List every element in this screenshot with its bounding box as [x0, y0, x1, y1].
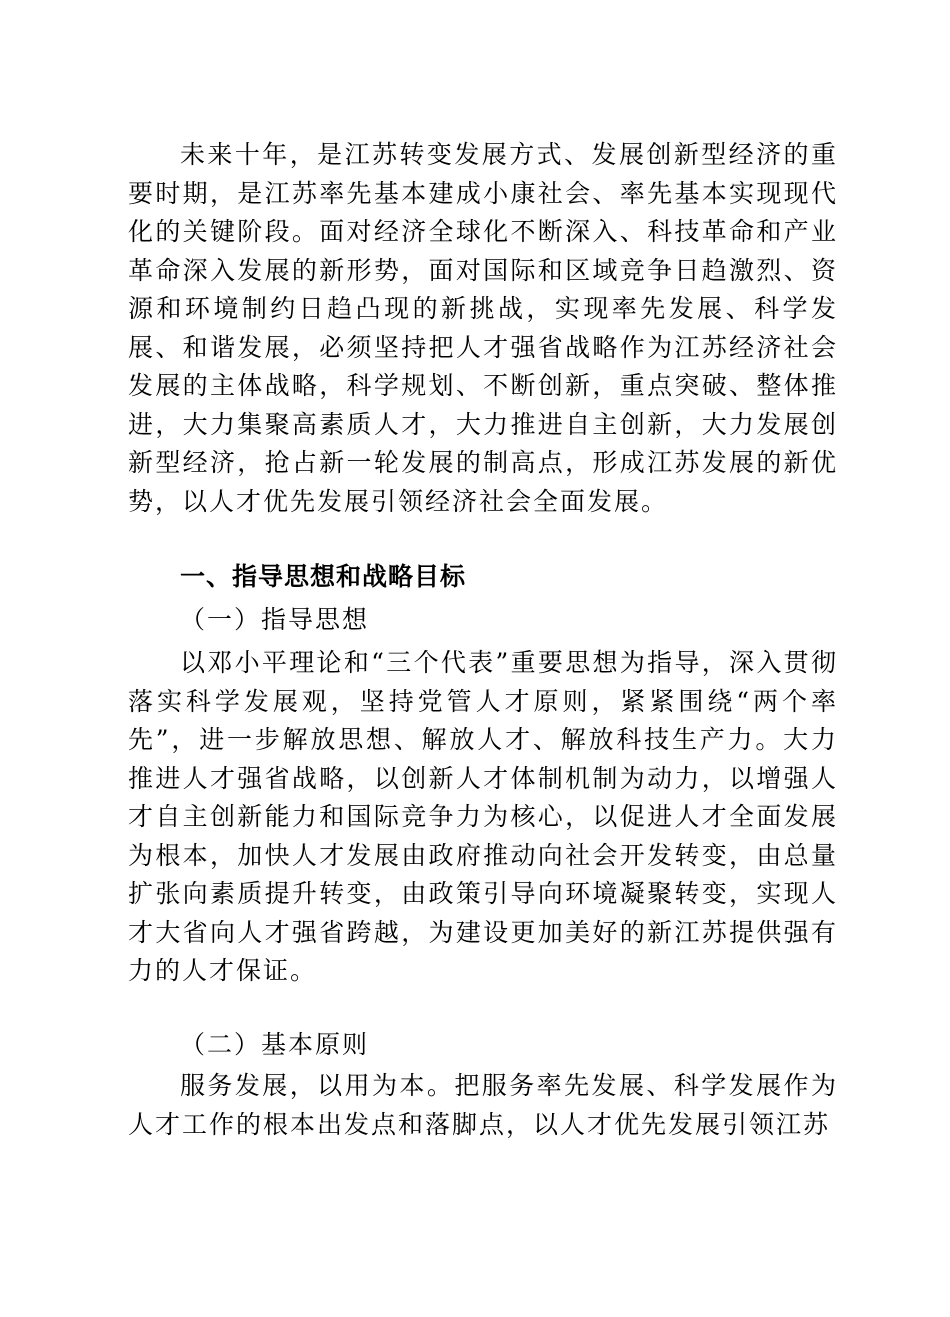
paragraph-basic-principles: 服务发展，以用为本。把服务率先发展、科学发展作为人才工作的根本出发点和落脚点，以人才优先发展引领江苏	[128, 1071, 838, 1139]
subsection-heading-guiding-thought: （一）指导思想	[180, 605, 370, 634]
paragraph-intro: 未来十年，是江苏转变发展方式、发展创新型经济的重要时期，是江苏率先基本建成小康社会、率先基本实现现代化的关键阶段。面对经济全球化不断深入、科技革命和产业革命深入发展的新形势，面对国际和区域竞争日趋激烈、资源和环境制约日趋凸现的新挑战，实现率先发展、科学发展、和谐发展，必须坚持把人才强省战略作为江苏经济社会发展的主体战略，科学规划、不断创新，重点突破、整体推进，大力集聚高素质人才，大力推进自主创新，大力发展创新型经济，抢占新一轮发展的制高点，形成江苏发展的新优势，以人才优先发展引领经济社会全面发展。	[128, 140, 838, 516]
subsection-heading-basic-principles: （二）基本原则	[180, 1030, 370, 1059]
paragraph-guiding-thought: 以邓小平理论和“三个代表”重要思想为指导，深入贯彻落实科学发展观，坚持党管人才原则，紧紧围绕“两个率先”，进一步解放思想、解放人才、解放科技生产力。大力推进人才强省战略，以创新人才体制机制为动力，以增强人才自主创新能力和国际竞争力为核心，以促进人才全面发展为根本，加快人才发展由政府推动向社会开发转变，由总量扩张向素质提升转变，由政策引导向环境凝聚转变，实现人才大省向人才强省跨越，为建设更加美好的新江苏提供强有力的人才保证。	[128, 648, 838, 985]
section-heading: 一、指导思想和战略目标	[180, 562, 467, 591]
